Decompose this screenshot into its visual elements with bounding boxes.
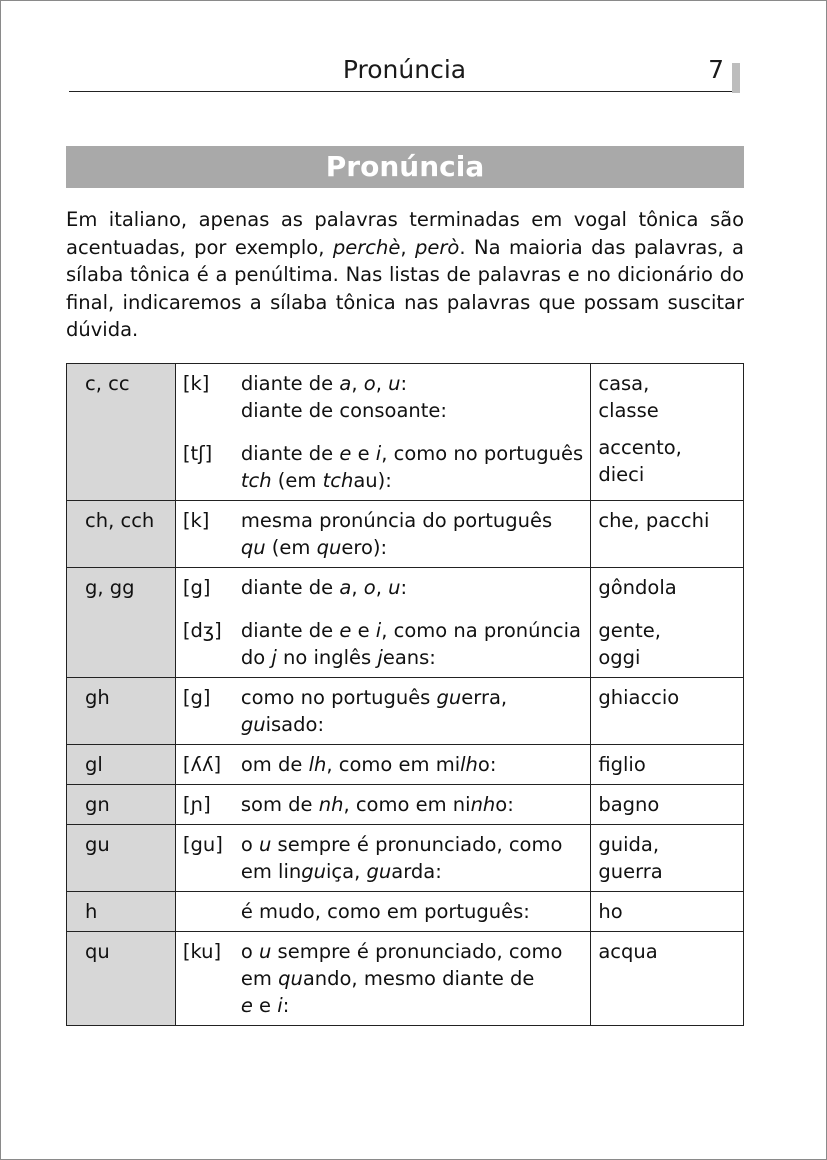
rule-description xyxy=(241,791,590,818)
intro-paragraph xyxy=(66,206,744,344)
example-word: accento, xyxy=(598,436,682,459)
text: eans: xyxy=(382,646,436,669)
text: diante de consoante: xyxy=(240,399,447,422)
text-italic: nh xyxy=(318,793,344,816)
table-row xyxy=(67,364,744,501)
intro-example: perchè xyxy=(332,235,401,259)
rule-description xyxy=(241,370,590,424)
text: sempre é pronunciado, como xyxy=(271,833,563,856)
text-italic: i xyxy=(375,619,382,642)
text: erra, xyxy=(461,686,508,709)
sound-entry xyxy=(176,785,590,824)
page-number: 7 xyxy=(708,55,724,84)
text: o xyxy=(240,833,259,856)
example-word: ghiaccio xyxy=(598,686,680,709)
text: o xyxy=(240,940,259,963)
text: diante de xyxy=(240,372,340,395)
text: som de xyxy=(240,793,319,816)
text: om de xyxy=(240,753,309,776)
ipa-symbol: [k] xyxy=(182,509,210,532)
section-banner xyxy=(66,146,744,188)
example-word: guerra xyxy=(598,860,663,883)
rule-cell xyxy=(175,501,590,568)
text-italic: lh xyxy=(308,753,327,776)
text: e xyxy=(351,619,376,642)
intro-text: Em italiano, apenas as palavras terminadas em vogal tônica são acentuadas, por exemplo, xyxy=(66,208,744,259)
text: , como no português xyxy=(381,442,584,465)
example-cell xyxy=(591,932,744,1026)
letter-cell: gu xyxy=(67,825,176,892)
text: o: xyxy=(495,793,514,816)
ipa-symbol: [k] xyxy=(182,372,210,395)
table-row xyxy=(67,678,744,745)
ipa-symbol: [ku] xyxy=(182,940,222,963)
text-italic: e xyxy=(339,442,352,465)
text: no inglês xyxy=(276,646,378,669)
text: do xyxy=(240,646,272,669)
sound-entry xyxy=(176,430,590,500)
sound-entry xyxy=(176,364,590,430)
rule-description xyxy=(241,684,590,738)
text: e xyxy=(351,442,376,465)
text: mesma pronúncia do português xyxy=(240,509,553,532)
rule-description xyxy=(241,507,590,561)
text: , xyxy=(375,576,389,599)
text-italic: j xyxy=(271,646,277,669)
sound-entry xyxy=(176,745,590,784)
text: , xyxy=(351,372,364,395)
text: e xyxy=(252,994,278,1017)
rule-cell xyxy=(175,785,590,825)
letter-cell: h xyxy=(67,892,176,932)
example-cell xyxy=(591,785,744,825)
page-edge-tab xyxy=(732,63,740,93)
rule-description xyxy=(241,898,590,925)
example-word: che, pacchi xyxy=(598,509,710,532)
text: , xyxy=(351,576,364,599)
intro-text: , xyxy=(400,235,415,259)
text: ero): xyxy=(341,536,388,559)
letter-cell: gn xyxy=(67,785,176,825)
example-cell xyxy=(591,892,744,932)
text-italic: gu xyxy=(366,860,392,883)
text: diante de xyxy=(240,619,340,642)
text-italic: gu xyxy=(240,713,266,736)
text-italic: gu xyxy=(301,860,326,883)
text-italic: o xyxy=(363,576,376,599)
example-word: gôndola xyxy=(598,576,677,599)
table-row xyxy=(67,785,744,825)
text-italic: o xyxy=(363,372,376,395)
rule-cell xyxy=(175,568,590,678)
example-word: bagno xyxy=(598,793,660,816)
text: em xyxy=(240,967,279,990)
text: ando, mesmo diante de xyxy=(302,967,535,990)
text: o: xyxy=(477,753,497,776)
text-italic: qu xyxy=(240,536,266,559)
text-italic: tch xyxy=(240,469,272,492)
rule-description xyxy=(241,617,590,671)
text: , xyxy=(375,372,389,395)
rule-cell xyxy=(175,364,590,501)
rule-description xyxy=(241,574,590,601)
text: , como na pronúncia xyxy=(381,619,581,642)
rule-description xyxy=(241,938,590,1019)
sound-entry xyxy=(176,825,590,891)
text: : xyxy=(400,372,408,395)
text: diante de xyxy=(240,576,340,599)
table-row xyxy=(67,501,744,568)
intro-example: però xyxy=(415,235,460,259)
pronunciation-table xyxy=(66,363,744,1026)
letter-cell: gl xyxy=(67,745,176,785)
ipa-symbol: [dʒ] xyxy=(182,619,222,642)
sound-entry xyxy=(176,678,590,744)
text: : xyxy=(400,576,408,599)
sound-entry xyxy=(176,568,590,607)
sound-entry xyxy=(176,501,590,567)
section-title: Pronúncia xyxy=(325,150,485,183)
text-italic: e xyxy=(240,994,253,1017)
ipa-symbol: [ʎʎ] xyxy=(182,753,222,776)
text-italic: j xyxy=(377,646,383,669)
text: au): xyxy=(353,469,392,492)
ipa-symbol: [g] xyxy=(182,576,211,599)
text-italic: i xyxy=(277,994,283,1017)
sound-entry xyxy=(176,607,590,677)
letter-cell: c, cc xyxy=(67,364,176,501)
text-italic: u xyxy=(259,833,272,856)
letter-cell: qu xyxy=(67,932,176,1026)
example-word: casa, xyxy=(598,372,650,395)
text-italic: a xyxy=(339,576,352,599)
letter-cell: g, gg xyxy=(67,568,176,678)
text: sempre é pronunciado, como xyxy=(271,940,563,963)
example-cell xyxy=(591,825,744,892)
text: isado: xyxy=(265,713,325,736)
example-cell xyxy=(591,745,744,785)
text: é mudo, como em português: xyxy=(240,900,530,923)
sound-entry xyxy=(176,892,590,931)
rule-description xyxy=(241,831,590,885)
text: em lin xyxy=(240,860,302,883)
text: arda: xyxy=(391,860,442,883)
table-row xyxy=(67,745,744,785)
running-header xyxy=(69,55,740,92)
ipa-symbol xyxy=(176,898,241,925)
rule-cell xyxy=(175,745,590,785)
text: como no português xyxy=(240,686,437,709)
ipa-symbol: [g] xyxy=(182,686,211,709)
intro-text: . Na maioria das palavras, a sílaba tônica é a penúltima. Nas listas de palavras e no dicionário do final, indicaremos a sílaba tônica nas palavras que possam suscitar dúvida. xyxy=(66,235,744,341)
ipa-symbol: [ɲ] xyxy=(182,793,211,816)
rule-cell xyxy=(175,932,590,1026)
sound-entry xyxy=(176,932,590,1025)
example-word: ho xyxy=(598,900,623,923)
text-italic: qu xyxy=(316,536,342,559)
text: , como em mi xyxy=(326,753,461,776)
example-word: gente, xyxy=(598,619,661,642)
text-italic: u xyxy=(259,940,272,963)
text: iça, xyxy=(326,860,367,883)
example-cell xyxy=(591,568,744,678)
text: , como em ni xyxy=(343,793,471,816)
table-row xyxy=(67,932,744,1026)
rule-cell xyxy=(175,678,590,745)
letter-cell: ch, cch xyxy=(67,501,176,568)
example-word: oggi xyxy=(598,646,641,669)
text-italic: nh xyxy=(470,793,496,816)
rule-description xyxy=(241,751,590,778)
example-cell xyxy=(591,501,744,568)
text: (em xyxy=(271,469,323,492)
text: (em xyxy=(265,536,317,559)
example-word: dieci xyxy=(598,463,645,486)
example-word: figlio xyxy=(598,753,646,776)
rule-description xyxy=(241,440,590,494)
text: diante de xyxy=(240,442,340,465)
rule-cell xyxy=(175,825,590,892)
ipa-symbol: [gu] xyxy=(182,833,223,856)
table-row xyxy=(67,825,744,892)
example-cell xyxy=(591,364,744,501)
example-word: classe xyxy=(598,399,659,422)
table-row xyxy=(67,892,744,932)
text-italic: i xyxy=(375,442,382,465)
running-title: Pronúncia xyxy=(342,55,467,84)
text-italic: u xyxy=(388,372,401,395)
ipa-symbol: [tʃ] xyxy=(182,442,213,465)
table-row xyxy=(67,568,744,678)
example-cell xyxy=(591,678,744,745)
text-italic: lh xyxy=(460,753,478,776)
text-italic: a xyxy=(339,372,352,395)
text-italic: qu xyxy=(278,967,303,990)
text-italic: e xyxy=(339,619,352,642)
letter-cell: gh xyxy=(67,678,176,745)
text: : xyxy=(282,994,290,1017)
text-italic: tch xyxy=(322,469,354,492)
text-italic: u xyxy=(388,576,401,599)
rule-cell xyxy=(175,892,590,932)
example-word: guida, xyxy=(598,833,660,856)
text-italic: gu xyxy=(436,686,462,709)
example-word: acqua xyxy=(598,940,658,963)
